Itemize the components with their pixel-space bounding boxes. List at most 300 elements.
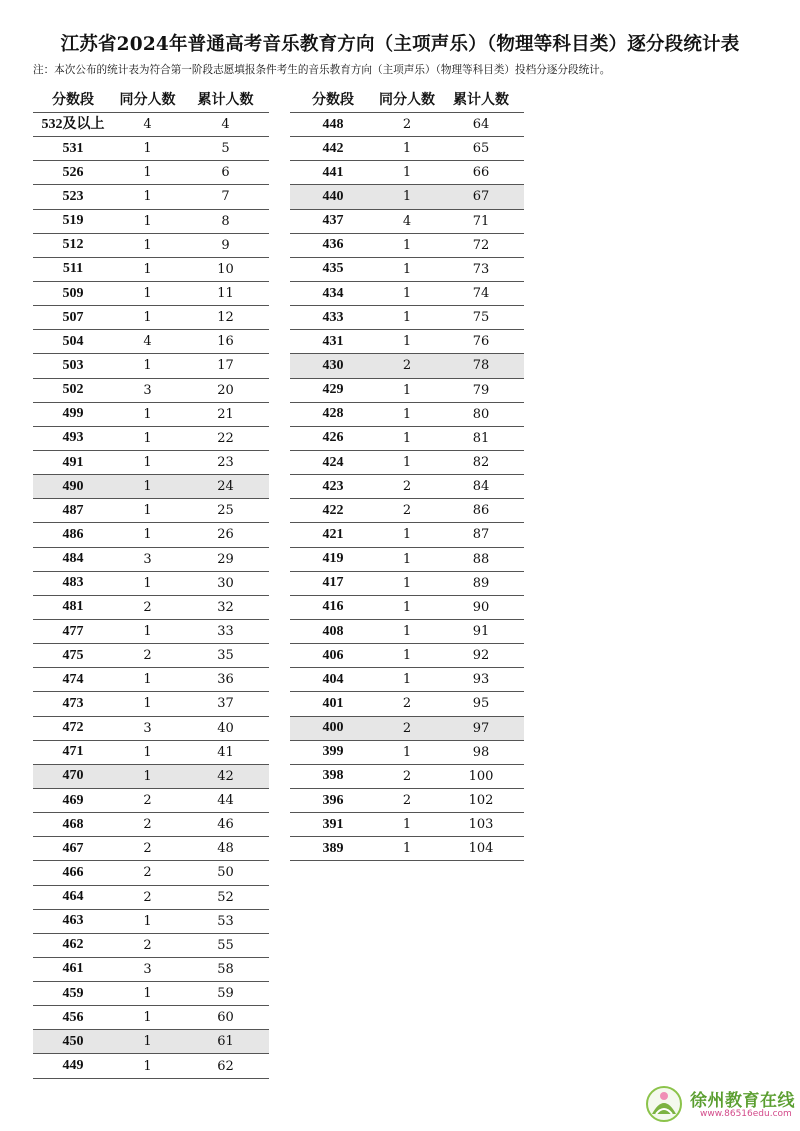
score-cell: 424 — [290, 450, 376, 474]
same-count-cell: 1 — [113, 571, 182, 595]
score-cell: 406 — [290, 644, 376, 668]
table-row — [33, 330, 269, 354]
same-count-cell: 1 — [113, 354, 182, 378]
score-cell: 499 — [33, 402, 113, 426]
cumulative-count-cell: 72 — [438, 233, 524, 257]
score-cell: 511 — [33, 257, 113, 281]
cumulative-count-cell: 82 — [438, 450, 524, 474]
table-row — [33, 354, 269, 378]
table-row — [290, 644, 524, 668]
cumulative-count-cell: 76 — [438, 330, 524, 354]
score-cell: 507 — [33, 306, 113, 330]
cumulative-count-cell: 103 — [438, 813, 524, 837]
cumulative-count-cell: 74 — [438, 281, 524, 305]
same-count-cell: 2 — [376, 764, 438, 788]
same-count-cell: 1 — [113, 1006, 182, 1030]
same-count-cell: 1 — [113, 740, 182, 764]
same-count-cell: 1 — [376, 571, 438, 595]
same-count-cell: 1 — [376, 257, 438, 281]
score-cell: 502 — [33, 378, 113, 402]
cumulative-count-cell: 53 — [182, 909, 269, 933]
same-count-cell: 1 — [376, 137, 438, 161]
cumulative-count-cell: 42 — [182, 764, 269, 788]
cumulative-count-cell: 8 — [182, 209, 269, 233]
cumulative-count-cell: 6 — [182, 161, 269, 185]
same-count-cell: 1 — [376, 402, 438, 426]
table-row — [33, 837, 269, 861]
score-cell: 487 — [33, 499, 113, 523]
table-row — [290, 185, 524, 209]
score-cell: 416 — [290, 595, 376, 619]
cumulative-count-cell: 46 — [182, 813, 269, 837]
table-row — [290, 233, 524, 257]
table-row — [33, 909, 269, 933]
cumulative-count-cell: 97 — [438, 716, 524, 740]
same-count-cell: 1 — [376, 281, 438, 305]
same-count-cell: 1 — [113, 692, 182, 716]
same-count-cell: 2 — [376, 788, 438, 812]
score-cell: 404 — [290, 668, 376, 692]
cumulative-count-cell: 66 — [438, 161, 524, 185]
cumulative-count-cell: 26 — [182, 523, 269, 547]
same-count-cell: 1 — [113, 233, 182, 257]
same-count-cell: 1 — [113, 257, 182, 281]
cumulative-count-cell: 104 — [438, 837, 524, 861]
table-row — [290, 281, 524, 305]
cumulative-count-cell: 7 — [182, 185, 269, 209]
same-count-cell: 1 — [376, 185, 438, 209]
same-count-cell: 1 — [376, 619, 438, 643]
score-cell: 434 — [290, 281, 376, 305]
table-row — [33, 885, 269, 909]
table-row — [290, 716, 524, 740]
cumulative-count-cell: 62 — [182, 1054, 269, 1078]
score-cell: 450 — [33, 1030, 113, 1054]
same-count-cell: 4 — [113, 113, 182, 137]
same-count-cell: 3 — [113, 378, 182, 402]
cumulative-count-cell: 32 — [182, 595, 269, 619]
table-row — [33, 1054, 269, 1078]
same-count-cell: 1 — [376, 523, 438, 547]
cumulative-count-cell: 89 — [438, 571, 524, 595]
table-row — [33, 861, 269, 885]
cumulative-count-cell: 9 — [182, 233, 269, 257]
cumulative-count-cell: 17 — [182, 354, 269, 378]
table-row — [290, 499, 524, 523]
score-cell: 526 — [33, 161, 113, 185]
score-cell: 462 — [33, 933, 113, 957]
table-row — [33, 933, 269, 957]
score-cell: 442 — [290, 137, 376, 161]
score-cell: 396 — [290, 788, 376, 812]
cumulative-count-cell: 88 — [438, 547, 524, 571]
table-row — [290, 813, 524, 837]
table-row — [290, 426, 524, 450]
score-table-right — [290, 85, 524, 861]
score-cell: 519 — [33, 209, 113, 233]
header-same-count: 同分人数 — [113, 85, 182, 113]
score-cell: 509 — [33, 281, 113, 305]
same-count-cell: 1 — [113, 1030, 182, 1054]
cumulative-count-cell: 30 — [182, 571, 269, 595]
same-count-cell: 2 — [376, 113, 438, 137]
cumulative-count-cell: 102 — [438, 788, 524, 812]
same-count-cell: 2 — [376, 475, 438, 499]
score-cell: 401 — [290, 692, 376, 716]
cumulative-count-cell: 44 — [182, 788, 269, 812]
same-count-cell: 1 — [376, 330, 438, 354]
score-cell: 468 — [33, 813, 113, 837]
table-row — [290, 788, 524, 812]
cumulative-count-cell: 93 — [438, 668, 524, 692]
cumulative-count-cell: 65 — [438, 137, 524, 161]
cumulative-count-cell: 22 — [182, 426, 269, 450]
score-cell: 437 — [290, 209, 376, 233]
score-cell: 426 — [290, 426, 376, 450]
table-row — [33, 547, 269, 571]
same-count-cell: 1 — [376, 547, 438, 571]
table-row — [290, 668, 524, 692]
same-count-cell: 3 — [113, 547, 182, 571]
score-cell: 433 — [290, 306, 376, 330]
score-cell: 431 — [290, 330, 376, 354]
table-row — [290, 209, 524, 233]
same-count-cell: 1 — [113, 668, 182, 692]
table-row — [33, 281, 269, 305]
score-cell: 419 — [290, 547, 376, 571]
cumulative-count-cell: 58 — [182, 957, 269, 981]
same-count-cell: 2 — [113, 933, 182, 957]
same-count-cell: 1 — [113, 619, 182, 643]
score-cell: 469 — [33, 788, 113, 812]
score-cell: 473 — [33, 692, 113, 716]
same-count-cell: 1 — [113, 1054, 182, 1078]
header-cumulative-count: 累计人数 — [438, 85, 524, 113]
table-row — [290, 547, 524, 571]
table-row — [290, 619, 524, 643]
table-row — [33, 378, 269, 402]
table-row — [33, 1030, 269, 1054]
score-cell: 471 — [33, 740, 113, 764]
score-cell: 467 — [33, 837, 113, 861]
cumulative-count-cell: 41 — [182, 740, 269, 764]
table-row — [33, 668, 269, 692]
score-cell: 400 — [290, 716, 376, 740]
table-row — [290, 475, 524, 499]
header-same-count: 同分人数 — [376, 85, 438, 113]
table-row — [33, 740, 269, 764]
same-count-cell: 2 — [113, 837, 182, 861]
table-row — [290, 450, 524, 474]
same-count-cell: 1 — [113, 426, 182, 450]
table-row — [290, 740, 524, 764]
table-row — [33, 161, 269, 185]
score-cell: 491 — [33, 450, 113, 474]
cumulative-count-cell: 79 — [438, 378, 524, 402]
table-row — [33, 957, 269, 981]
cumulative-count-cell: 60 — [182, 1006, 269, 1030]
table-row — [290, 692, 524, 716]
table-row — [33, 257, 269, 281]
cumulative-count-cell: 48 — [182, 837, 269, 861]
table-row — [33, 137, 269, 161]
table-row — [33, 813, 269, 837]
table-header-row — [290, 85, 524, 113]
same-count-cell: 1 — [113, 306, 182, 330]
cumulative-count-cell: 55 — [182, 933, 269, 957]
cumulative-count-cell: 20 — [182, 378, 269, 402]
cumulative-count-cell: 33 — [182, 619, 269, 643]
same-count-cell: 1 — [113, 209, 182, 233]
same-count-cell: 1 — [113, 523, 182, 547]
same-count-cell: 1 — [376, 740, 438, 764]
table-row — [290, 257, 524, 281]
score-cell: 461 — [33, 957, 113, 981]
cumulative-count-cell: 25 — [182, 499, 269, 523]
score-cell: 464 — [33, 885, 113, 909]
score-cell: 483 — [33, 571, 113, 595]
table-row — [33, 764, 269, 788]
same-count-cell: 2 — [113, 813, 182, 837]
score-cell: 423 — [290, 475, 376, 499]
score-cell: 449 — [33, 1054, 113, 1078]
cumulative-count-cell: 71 — [438, 209, 524, 233]
cumulative-count-cell: 87 — [438, 523, 524, 547]
table-row — [290, 306, 524, 330]
score-cell: 466 — [33, 861, 113, 885]
score-cell: 448 — [290, 113, 376, 137]
table-row — [33, 233, 269, 257]
table-row — [290, 354, 524, 378]
table-row — [33, 1006, 269, 1030]
table-row — [33, 788, 269, 812]
score-cell: 429 — [290, 378, 376, 402]
same-count-cell: 1 — [376, 813, 438, 837]
same-count-cell: 2 — [376, 716, 438, 740]
same-count-cell: 2 — [113, 644, 182, 668]
table-row — [290, 330, 524, 354]
same-count-cell: 1 — [113, 281, 182, 305]
cumulative-count-cell: 11 — [182, 281, 269, 305]
cumulative-count-cell: 29 — [182, 547, 269, 571]
cumulative-count-cell: 92 — [438, 644, 524, 668]
score-cell: 417 — [290, 571, 376, 595]
header-score: 分数段 — [290, 85, 376, 113]
score-cell: 493 — [33, 426, 113, 450]
same-count-cell: 4 — [376, 209, 438, 233]
score-cell: 398 — [290, 764, 376, 788]
table-row — [290, 402, 524, 426]
table-row — [33, 499, 269, 523]
cumulative-count-cell: 5 — [182, 137, 269, 161]
table-row — [33, 426, 269, 450]
same-count-cell: 1 — [113, 499, 182, 523]
score-cell: 486 — [33, 523, 113, 547]
score-cell: 532及以上 — [33, 113, 113, 137]
score-cell: 472 — [33, 716, 113, 740]
cumulative-count-cell: 23 — [182, 450, 269, 474]
score-cell: 481 — [33, 595, 113, 619]
cumulative-count-cell: 75 — [438, 306, 524, 330]
table-row — [290, 595, 524, 619]
score-cell: 504 — [33, 330, 113, 354]
score-cell: 512 — [33, 233, 113, 257]
same-count-cell: 1 — [113, 764, 182, 788]
score-cell: 484 — [33, 547, 113, 571]
cumulative-count-cell: 50 — [182, 861, 269, 885]
table-row — [33, 523, 269, 547]
score-cell: 399 — [290, 740, 376, 764]
same-count-cell: 2 — [113, 885, 182, 909]
score-cell: 441 — [290, 161, 376, 185]
table-row — [33, 619, 269, 643]
score-cell: 475 — [33, 644, 113, 668]
score-cell: 474 — [33, 668, 113, 692]
same-count-cell: 1 — [113, 909, 182, 933]
table-row — [33, 716, 269, 740]
same-count-cell: 1 — [376, 426, 438, 450]
score-cell: 422 — [290, 499, 376, 523]
same-count-cell: 1 — [376, 644, 438, 668]
score-cell: 391 — [290, 813, 376, 837]
table-row — [290, 764, 524, 788]
watermark — [642, 1082, 800, 1127]
same-count-cell: 2 — [376, 499, 438, 523]
cumulative-count-cell: 95 — [438, 692, 524, 716]
table-row — [290, 523, 524, 547]
score-cell: 463 — [33, 909, 113, 933]
page-note: 注：本次公布的统计表为符合第一阶段志愿填报条件考生的音乐教育方向（主项声乐）（物理等科目类）投档分逐分段统计。 — [33, 64, 611, 76]
cumulative-count-cell: 67 — [438, 185, 524, 209]
same-count-cell: 2 — [113, 861, 182, 885]
score-cell: 440 — [290, 185, 376, 209]
table-row — [290, 161, 524, 185]
table-row — [290, 571, 524, 595]
same-count-cell: 1 — [376, 233, 438, 257]
cumulative-count-cell: 100 — [438, 764, 524, 788]
score-cell: 436 — [290, 233, 376, 257]
cumulative-count-cell: 21 — [182, 402, 269, 426]
score-cell: 428 — [290, 402, 376, 426]
table-row — [290, 378, 524, 402]
same-count-cell: 2 — [113, 788, 182, 812]
cumulative-count-cell: 61 — [182, 1030, 269, 1054]
table-row — [33, 113, 269, 137]
table-row — [33, 185, 269, 209]
same-count-cell: 1 — [113, 185, 182, 209]
table-header-row — [33, 85, 269, 113]
cumulative-count-cell: 73 — [438, 257, 524, 281]
score-cell: 435 — [290, 257, 376, 281]
table-row — [33, 692, 269, 716]
same-count-cell: 1 — [113, 475, 182, 499]
watermark-logo-icon — [642, 1084, 686, 1124]
table-row — [33, 402, 269, 426]
cumulative-count-cell: 37 — [182, 692, 269, 716]
cumulative-count-cell: 16 — [182, 330, 269, 354]
table-row — [33, 450, 269, 474]
table-row — [290, 137, 524, 161]
cumulative-count-cell: 10 — [182, 257, 269, 281]
same-count-cell: 1 — [376, 668, 438, 692]
same-count-cell: 4 — [113, 330, 182, 354]
same-count-cell: 1 — [376, 378, 438, 402]
table-row — [33, 306, 269, 330]
watermark-name: 徐州教育在线 — [690, 1091, 795, 1111]
cumulative-count-cell: 35 — [182, 644, 269, 668]
cumulative-count-cell: 24 — [182, 475, 269, 499]
score-cell: 421 — [290, 523, 376, 547]
cumulative-count-cell: 91 — [438, 619, 524, 643]
same-count-cell: 1 — [376, 450, 438, 474]
score-table-left — [33, 85, 269, 1079]
table-row — [33, 571, 269, 595]
same-count-cell: 3 — [113, 716, 182, 740]
same-count-cell: 1 — [113, 450, 182, 474]
same-count-cell: 2 — [113, 595, 182, 619]
cumulative-count-cell: 12 — [182, 306, 269, 330]
cumulative-count-cell: 36 — [182, 668, 269, 692]
score-cell: 456 — [33, 1006, 113, 1030]
watermark-url: www.86516edu.com — [700, 1109, 792, 1119]
cumulative-count-cell: 86 — [438, 499, 524, 523]
cumulative-count-cell: 84 — [438, 475, 524, 499]
cumulative-count-cell: 81 — [438, 426, 524, 450]
table-row — [33, 475, 269, 499]
same-count-cell: 1 — [113, 161, 182, 185]
score-cell: 531 — [33, 137, 113, 161]
header-score: 分数段 — [33, 85, 113, 113]
score-cell: 523 — [33, 185, 113, 209]
score-cell: 430 — [290, 354, 376, 378]
same-count-cell: 3 — [113, 957, 182, 981]
score-cell: 477 — [33, 619, 113, 643]
table-row — [33, 644, 269, 668]
score-cell: 490 — [33, 475, 113, 499]
table-row — [33, 595, 269, 619]
table-row — [290, 113, 524, 137]
cumulative-count-cell: 52 — [182, 885, 269, 909]
page-title: 江苏省2024年普通高考音乐教育方向（主项声乐）（物理等科目类）逐分段统计表 — [60, 34, 740, 55]
table-row — [290, 837, 524, 861]
same-count-cell: 1 — [376, 161, 438, 185]
cumulative-count-cell: 4 — [182, 113, 269, 137]
cumulative-count-cell: 98 — [438, 740, 524, 764]
cumulative-count-cell: 78 — [438, 354, 524, 378]
cumulative-count-cell: 59 — [182, 982, 269, 1006]
same-count-cell: 1 — [376, 837, 438, 861]
cumulative-count-cell: 64 — [438, 113, 524, 137]
same-count-cell: 1 — [376, 306, 438, 330]
header-cumulative-count: 累计人数 — [182, 85, 269, 113]
cumulative-count-cell: 40 — [182, 716, 269, 740]
same-count-cell: 2 — [376, 354, 438, 378]
same-count-cell: 2 — [376, 692, 438, 716]
same-count-cell: 1 — [113, 402, 182, 426]
score-cell: 503 — [33, 354, 113, 378]
cumulative-count-cell: 90 — [438, 595, 524, 619]
same-count-cell: 1 — [113, 137, 182, 161]
cumulative-count-cell: 80 — [438, 402, 524, 426]
same-count-cell: 1 — [113, 982, 182, 1006]
score-cell: 408 — [290, 619, 376, 643]
same-count-cell: 1 — [376, 595, 438, 619]
table-row — [33, 982, 269, 1006]
score-cell: 459 — [33, 982, 113, 1006]
score-cell: 389 — [290, 837, 376, 861]
table-row — [33, 209, 269, 233]
score-cell: 470 — [33, 764, 113, 788]
